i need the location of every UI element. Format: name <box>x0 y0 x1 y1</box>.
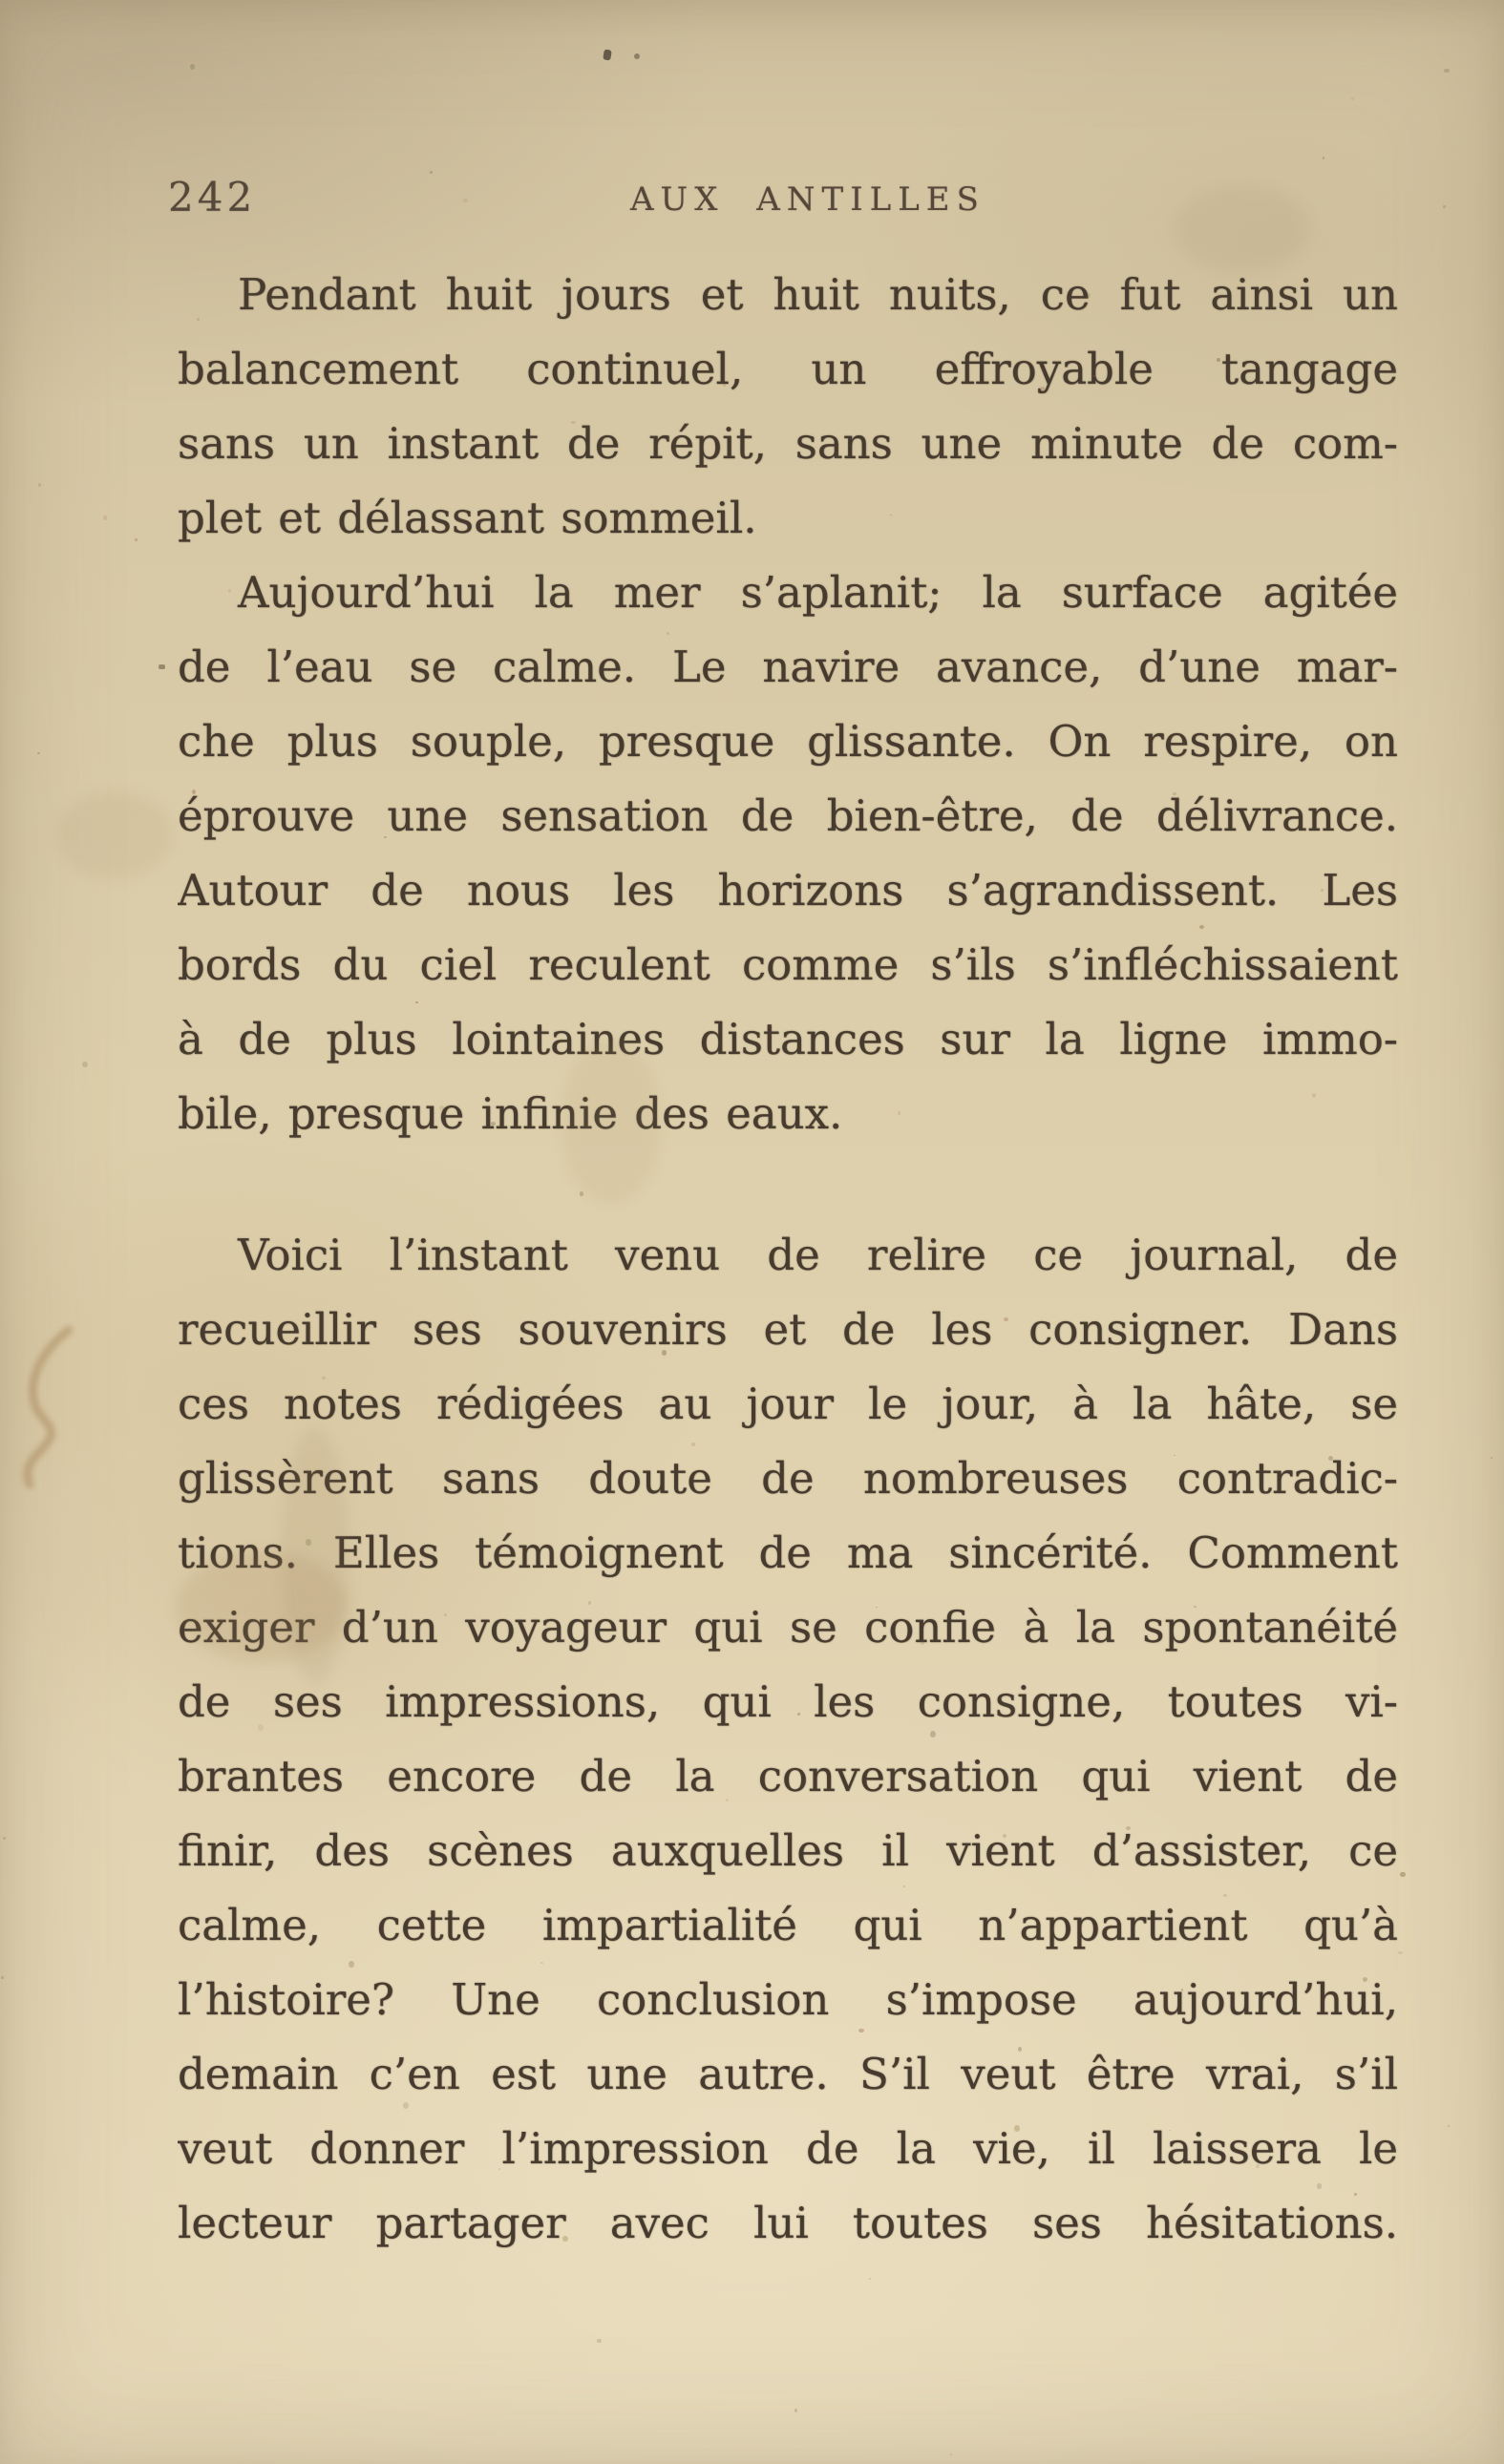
paper-stain <box>563 1041 659 1203</box>
paper-speck <box>1351 97 1354 99</box>
paper-speck <box>38 483 41 487</box>
text-line: demain c’en est une autre. S’il veut être vrai, s’il <box>178 2049 1398 2099</box>
text-line: à de plus lointaines distances sur la ligne immo- <box>178 1014 1398 1064</box>
text-line: éprouve une sensation de bien-être, de délivrance. <box>178 790 1398 841</box>
text-line: finir, des scènes auxquelles il vient d’assister, ce <box>178 1825 1398 1876</box>
ink-speck <box>634 53 640 59</box>
text-line: calme, cette impartialité qui n’appartient qu’à <box>178 1900 1398 1950</box>
paper-speck <box>1400 1872 1406 1878</box>
paper-speck <box>190 64 195 70</box>
paper-speck <box>135 538 138 541</box>
paper-speck <box>1491 1457 1493 1459</box>
running-title: AUX ANTILLES <box>630 180 985 219</box>
paper-speck <box>794 2409 797 2412</box>
paper-speck <box>1323 157 1324 159</box>
paper-stain <box>57 792 172 878</box>
ink-speck <box>603 49 611 60</box>
paper-speck <box>950 2453 952 2455</box>
page-text-block <box>178 258 1398 2261</box>
text-line: de l’eau se calme. Le navire avance, d’une mar- <box>178 642 1398 692</box>
text-line: veut donner l’impression de la vie, il laissera le <box>178 2123 1398 2174</box>
text-line: ces notes rédigées au jour le jour, à la hâte, se <box>178 1379 1398 1429</box>
margin-stain-mark <box>0 1322 91 1504</box>
paper-speck <box>430 171 433 174</box>
text-line: Aujourd’hui la mer s’aplanit; la surface agitée <box>238 567 1398 618</box>
paragraph-1 <box>178 258 1398 556</box>
text-line: bile, presque infinie des eaux. <box>178 1088 843 1139</box>
text-line: l’histoire? Une conclusion s’impose aujourd’hui, <box>178 1974 1398 2025</box>
text-line: Pendant huit jours et huit nuits, ce fut ainsi un <box>238 269 1398 320</box>
paragraph-3 <box>178 1218 1398 2261</box>
paper-speck <box>103 516 106 519</box>
text-line: che plus souple, presque glissante. On respire, on <box>178 716 1398 767</box>
text-line: tions. Elles témoignent de ma sincérité. Comment <box>178 1527 1398 1578</box>
paper-speck <box>82 1062 88 1067</box>
paper-speck <box>597 2339 601 2343</box>
paper-speck <box>1444 69 1450 73</box>
paper-speck <box>1 1976 5 1979</box>
text-line: recueillir ses souvenirs et de les consigner. Dans <box>178 1304 1398 1355</box>
text-line: brantes encore de la conversation qui vient de <box>178 1751 1398 1801</box>
paper-stain <box>1175 186 1308 272</box>
text-line: Autour de nous les horizons s’agrandissent. Les <box>178 865 1398 916</box>
text-line: plet et délassant sommeil. <box>178 493 757 543</box>
paper-speck <box>1398 1951 1403 1954</box>
text-line: exiger d’un voyageur qui se confie à la spontanéité <box>178 1602 1398 1653</box>
paper-speck <box>37 752 40 754</box>
text-line: Voici l’instant venu de relire ce journal, de <box>238 1230 1398 1280</box>
paper-stain <box>282 1427 349 1685</box>
paper-speck <box>1443 205 1446 208</box>
text-line: lecteur partager avec lui toutes ses hésitations. <box>178 2198 1398 2248</box>
ink-speck <box>159 664 165 669</box>
text-line: de ses impressions, qui les consigne, toutes vi- <box>178 1676 1398 1727</box>
paper-speck <box>3 1837 5 1840</box>
text-line: sans un instant de répit, sans une minute de com- <box>178 418 1398 469</box>
text-line: bords du ciel reculent comme s’ils s’infléchissaient <box>178 939 1398 990</box>
paper-speck <box>869 2278 872 2280</box>
paper-speck <box>463 199 468 202</box>
paper-speck <box>1448 2125 1450 2127</box>
page-number: 242 <box>168 174 257 221</box>
paragraph-2 <box>178 556 1398 1151</box>
text-line: glissèrent sans doute de nombreuses contradic- <box>178 1453 1398 1504</box>
text-line: balancement continuel, un effroyable tangage <box>178 344 1398 394</box>
